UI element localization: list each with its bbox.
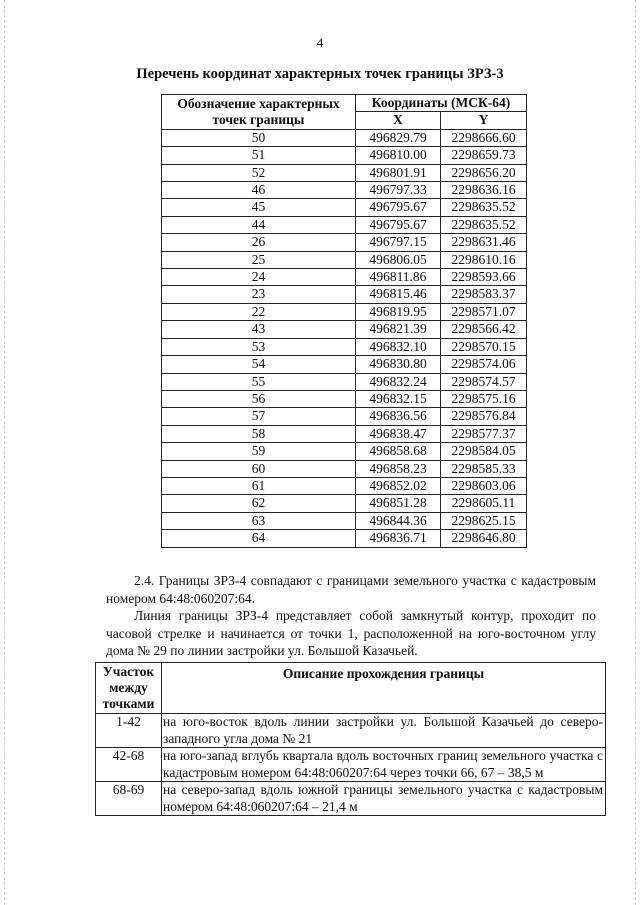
- x-cell: 496795.67: [356, 216, 441, 233]
- table-row: [162, 425, 527, 442]
- y-cell: 2298574.57: [441, 373, 527, 390]
- y-cell: 2298646.80: [441, 530, 527, 547]
- point-cell: 46: [162, 182, 356, 199]
- description-cell: на юго-восток вдоль линии застройки ул. Большой Казачьей до северо-западного угла дома № 21: [162, 714, 606, 748]
- x-cell: 496838.47: [356, 425, 441, 442]
- table-row: [162, 338, 527, 355]
- x-cell: 496844.36: [356, 512, 441, 529]
- page-title: Перечень координат характерных точек границы ЗРЗ-3: [136, 66, 504, 82]
- scan-margin-right: [635, 0, 636, 905]
- point-cell: 52: [162, 164, 356, 181]
- x-cell: 496797.33: [356, 182, 441, 199]
- coordinates-table: [161, 94, 527, 548]
- table-row: [162, 408, 527, 425]
- point-cell: 22: [162, 303, 356, 320]
- header-description: Описание прохождения границы: [162, 663, 606, 714]
- x-cell: 496806.05: [356, 251, 441, 268]
- x-cell: 496832.10: [356, 338, 441, 355]
- point-cell: 61: [162, 477, 356, 494]
- table-row: [162, 286, 527, 303]
- page-number: 4: [316, 35, 324, 50]
- table-row: [162, 477, 527, 494]
- y-cell: 2298635.52: [441, 216, 527, 233]
- table-row: [162, 269, 527, 286]
- y-cell: 2298656.20: [441, 164, 527, 181]
- point-cell: 44: [162, 216, 356, 233]
- point-cell: 25: [162, 251, 356, 268]
- table-row: [96, 714, 606, 748]
- point-cell: 54: [162, 356, 356, 373]
- y-cell: 2298605.11: [441, 495, 527, 512]
- x-cell: 496811.86: [356, 269, 441, 286]
- x-cell: 496830.80: [356, 356, 441, 373]
- x-cell: 496810.00: [356, 147, 441, 164]
- point-cell: 55: [162, 373, 356, 390]
- point-cell: 59: [162, 443, 356, 460]
- x-cell: 496795.67: [356, 199, 441, 216]
- table-row: [162, 251, 527, 268]
- table-row: [162, 164, 527, 181]
- x-cell: 496836.71: [356, 530, 441, 547]
- header-point-designation: Обозначение характерных точек границы: [162, 95, 356, 130]
- y-cell: 2298585.33: [441, 460, 527, 477]
- header-segment: Участок между точками: [96, 663, 162, 714]
- table-row: [162, 530, 527, 547]
- table-row: [162, 495, 527, 512]
- table-row: [162, 460, 527, 477]
- y-cell: 2298659.73: [441, 147, 527, 164]
- table-row: [162, 129, 527, 146]
- y-cell: 2298631.46: [441, 234, 527, 251]
- point-cell: 51: [162, 147, 356, 164]
- point-cell: 63: [162, 512, 356, 529]
- y-cell: 2298575.16: [441, 390, 527, 407]
- x-cell: 496801.91: [356, 164, 441, 181]
- x-cell: 496852.02: [356, 477, 441, 494]
- x-cell: 496858.23: [356, 460, 441, 477]
- y-cell: 2298574.06: [441, 356, 527, 373]
- table-row: [162, 443, 527, 460]
- segment-cell: 1-42: [96, 714, 162, 748]
- header-coordinates: Координаты (МСК-64): [356, 95, 527, 112]
- segment-cell: 68-69: [96, 782, 162, 816]
- description-cell: на северо-запад вдоль южной границы земельного участка с кадастровым номером 64:48:060207:64 – 21,4 м: [162, 782, 606, 816]
- boundary-description-table: [95, 662, 606, 816]
- paragraph-boundary-line: Линия границы ЗРЗ-4 представляет собой замкнутый контур, проходит по часовой стрелке и начинается от точки 1, расположенной на юго-восточном углу дома № 29 по линии застройки ул. Большой Казачьей.: [106, 608, 596, 658]
- x-cell: 496851.28: [356, 495, 441, 512]
- y-cell: 2298583.37: [441, 286, 527, 303]
- header-x: X: [356, 112, 441, 129]
- table-row: [162, 390, 527, 407]
- table-row: [162, 234, 527, 251]
- description-cell: на юго-запад вглубь квартала вдоль восточных границ земельного участка с кадастровым номером 64:48:060207:64 через точки 66, 67 – 38,5 м: [162, 748, 606, 782]
- table-row: [96, 782, 606, 816]
- x-cell: 496821.39: [356, 321, 441, 338]
- point-cell: 53: [162, 338, 356, 355]
- point-cell: 23: [162, 286, 356, 303]
- point-cell: 58: [162, 425, 356, 442]
- y-cell: 2298571.07: [441, 303, 527, 320]
- y-cell: 2298610.16: [441, 251, 527, 268]
- y-cell: 2298577.37: [441, 425, 527, 442]
- y-cell: 2298570.15: [441, 338, 527, 355]
- header-y: Y: [441, 112, 527, 129]
- point-cell: 62: [162, 495, 356, 512]
- table-row: [162, 303, 527, 320]
- y-cell: 2298603.06: [441, 477, 527, 494]
- point-cell: 24: [162, 269, 356, 286]
- x-cell: 496836.56: [356, 408, 441, 425]
- x-cell: 496858.68: [356, 443, 441, 460]
- x-cell: 496819.95: [356, 303, 441, 320]
- table-row: [162, 199, 527, 216]
- scan-margin-left: [4, 0, 5, 905]
- y-cell: 2298666.60: [441, 129, 527, 146]
- x-cell: 496832.24: [356, 373, 441, 390]
- table-row: [162, 182, 527, 199]
- point-cell: 57: [162, 408, 356, 425]
- y-cell: 2298584.05: [441, 443, 527, 460]
- point-cell: 45: [162, 199, 356, 216]
- table-row: [162, 356, 527, 373]
- point-cell: 64: [162, 530, 356, 547]
- table-row: [162, 216, 527, 233]
- y-cell: 2298593.66: [441, 269, 527, 286]
- table-row: [96, 748, 606, 782]
- point-cell: 56: [162, 390, 356, 407]
- x-cell: 496832.15: [356, 390, 441, 407]
- table-row: [162, 512, 527, 529]
- point-cell: 60: [162, 460, 356, 477]
- point-cell: 26: [162, 234, 356, 251]
- y-cell: 2298625.15: [441, 512, 527, 529]
- x-cell: 496829.79: [356, 129, 441, 146]
- table-row: [162, 373, 527, 390]
- y-cell: 2298635.52: [441, 199, 527, 216]
- table-row: [162, 321, 527, 338]
- table-row: [162, 147, 527, 164]
- paragraph-2-4: 2.4. Границы ЗРЗ-4 совпадают с границами земельного участка с кадастровым номером 64:48:060207:64.: [106, 573, 596, 606]
- y-cell: 2298576.84: [441, 408, 527, 425]
- x-cell: 496815.46: [356, 286, 441, 303]
- y-cell: 2298566.42: [441, 321, 527, 338]
- x-cell: 496797.15: [356, 234, 441, 251]
- y-cell: 2298636.16: [441, 182, 527, 199]
- point-cell: 43: [162, 321, 356, 338]
- segment-cell: 42-68: [96, 748, 162, 782]
- point-cell: 50: [162, 129, 356, 146]
